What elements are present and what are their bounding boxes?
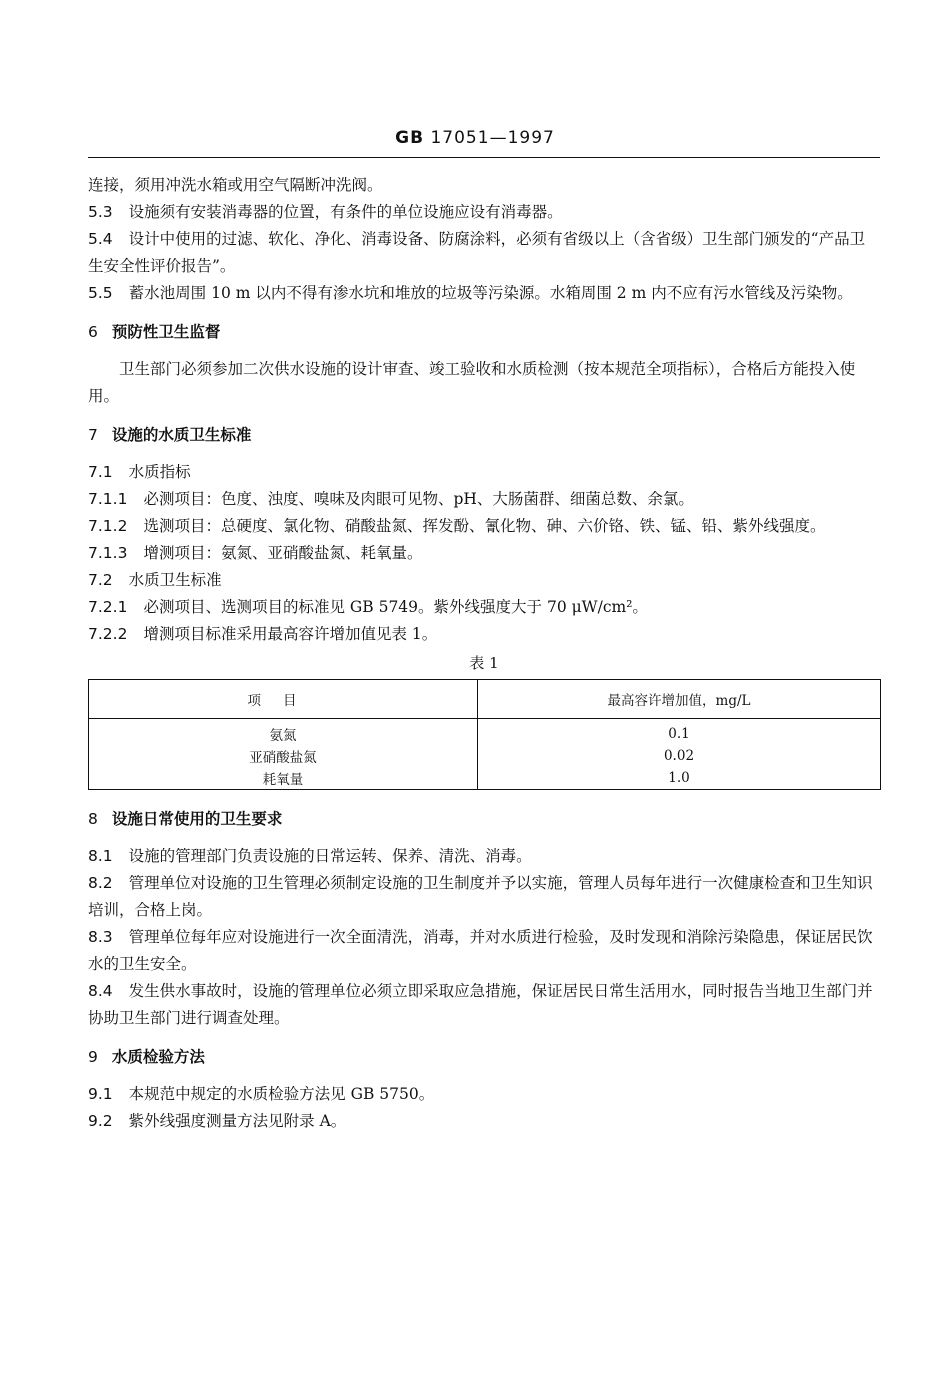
table-header-value: 最高容许增加值，mg/L [478, 680, 881, 719]
table-header-row [89, 680, 881, 719]
standards-table [88, 679, 881, 790]
table-cell-value: 1.0 [478, 767, 881, 790]
section-heading-9: 9 水质检验方法 [88, 1048, 205, 1066]
header-rule [88, 157, 880, 158]
table-row [89, 767, 881, 790]
continuation-text: 连接，须用冲洗水箱或用空气隔断冲洗阀。 [88, 176, 383, 194]
table-header-item: 项目 [89, 680, 478, 719]
table-cell-value: 0.02 [478, 745, 881, 767]
clause-7-2: 7.2 水质卫生标准 [88, 571, 222, 589]
table-cell-item: 亚硝酸盐氮 [249, 750, 317, 766]
clause-5-4: 5.4 设计中使用的过滤、软化、净化、消毒设备、防腐涂料，必须有省级以上（含省级）卫生部门颁发的“产品卫生安全性评价报告”。 [88, 230, 866, 275]
clause-5-5: 5.5 蓄水池周围 10 m 以内不得有渗水坑和堆放的垃圾等污染源。水箱周围 2 m 内不应有污水管线及污染物。 [88, 284, 853, 302]
clause-5-3: 5.3 设施须有安装消毒器的位置，有条件的单位设施应设有消毒器。 [88, 203, 563, 221]
section-heading-8: 8 设施日常使用的卫生要求 [88, 810, 283, 828]
clause-7-1-2: 7.1.2 选测项目：总硬度、氯化物、硝酸盐氮、挥发酚、氰化物、砷、六价铬、铁、锰、铅、紫外线强度。 [88, 517, 826, 535]
clause-8-4: 8.4 发生供水事故时，设施的管理单位必须立即采取应急措施，保证居民日常生活用水，同时报告当地卫生部门并协助卫生部门进行调查处理。 [88, 982, 873, 1027]
page-header [0, 128, 950, 148]
clause-7-1-1: 7.1.1 必测项目：色度、浊度、嗅味及肉眼可见物、pH、大肠菌群、细菌总数、余氯。 [88, 490, 694, 508]
section-6-paragraph: 卫生部门必须参加二次供水设施的设计审查、竣工验收和水质检测（按本规范全项指标），合格后方能投入使用。 [88, 360, 856, 405]
clause-8-3: 8.3 管理单位每年应对设施进行一次全面清洗，消毒，并对水质进行检验，及时发现和消除污染隐患，保证居民饮水的卫生安全。 [88, 928, 873, 973]
section-heading-6: 6 预防性卫生监督 [88, 323, 221, 341]
standard-prefix: GB [395, 128, 425, 148]
table-row [89, 719, 881, 746]
table-row [89, 745, 881, 767]
table-cell-value: 0.1 [478, 719, 881, 746]
section-heading-7: 7 设施的水质卫生标准 [88, 426, 252, 444]
clause-7-2-1: 7.2.1 必测项目、选测项目的标准见 GB 5749。紫外线强度大于 70 μW/cm²。 [88, 598, 648, 616]
standard-number: 17051—1997 [430, 128, 555, 148]
table-caption: 表 1 [469, 654, 499, 672]
clause-8-1: 8.1 设施的管理部门负责设施的日常运转、保养、清洗、消毒。 [88, 847, 532, 865]
clause-7-2-2: 7.2.2 增测项目标准采用最高容许增加值见表 1。 [88, 625, 438, 643]
table-cell-item: 氨氮 [269, 728, 297, 744]
table-cell-item: 耗氧量 [262, 772, 304, 788]
clause-7-1: 7.1 水质指标 [88, 463, 191, 481]
clause-9-2: 9.2 紫外线强度测量方法见附录 A。 [88, 1112, 347, 1130]
clause-8-2: 8.2 管理单位对设施的卫生管理必须制定设施的卫生制度并予以实施，管理人员每年进行一次健康检查和卫生知识培训，合格上岗。 [88, 874, 873, 919]
clause-9-1: 9.1 本规范中规定的水质检验方法见 GB 5750。 [88, 1085, 435, 1103]
clause-7-1-3: 7.1.3 增测项目：氨氮、亚硝酸盐氮、耗氧量。 [88, 544, 423, 562]
document-body [88, 172, 880, 1135]
